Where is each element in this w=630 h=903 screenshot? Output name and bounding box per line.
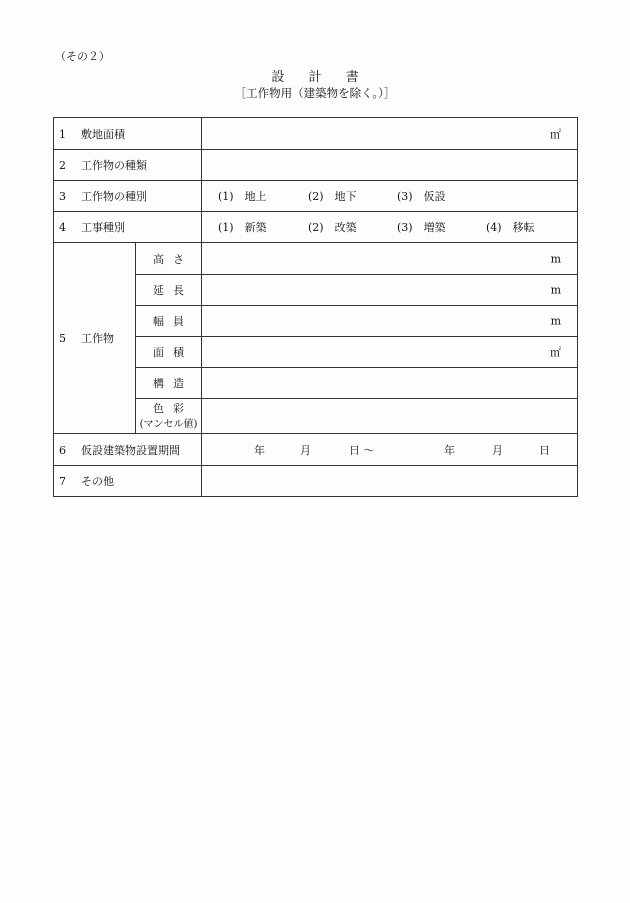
period-start-year: 年	[254, 443, 265, 457]
option-relocation[interactable]: (4) 移転	[486, 221, 535, 234]
label-work-type: 4 工事種別	[54, 212, 202, 243]
row-work-type	[54, 212, 578, 243]
row-structure-kind	[54, 150, 578, 181]
width-field[interactable]	[202, 306, 578, 337]
label-other: 7 その他	[54, 466, 202, 497]
option-new-build[interactable]: (1) 新築	[218, 221, 267, 234]
unit-sqm: ㎡	[550, 127, 561, 141]
option-above-ground[interactable]: (1) 地上	[218, 190, 267, 203]
page-label: （その２）	[55, 50, 110, 63]
document-subtitle: ［工作物用（建築物を除く。）］	[234, 86, 396, 100]
period-end-day: 日	[539, 443, 550, 457]
unit-meter: m	[550, 283, 561, 297]
document-title: 設 計 書	[271, 70, 369, 85]
period-end-year: 年	[444, 443, 455, 457]
option-rebuild[interactable]: (2) 改築	[308, 221, 357, 234]
period-start-day: 日 ～	[349, 443, 375, 457]
sublabel-color: 色彩 (マンセル値)	[136, 399, 202, 434]
design-form-table	[53, 117, 578, 497]
option-underground[interactable]: (2) 地下	[308, 190, 357, 203]
period-end-month: 月	[492, 443, 503, 457]
label-site-area: 1 敷地面積	[54, 118, 202, 150]
color-field[interactable]	[202, 399, 578, 434]
label-temporary-period: 6 仮設建築物設置期間	[54, 434, 202, 466]
work-type-options	[202, 212, 578, 243]
structure-kind-field[interactable]	[202, 150, 578, 181]
unit-meter: m	[550, 314, 561, 328]
label-structure-class: 3 工作物の種別	[54, 181, 202, 212]
label-structure-kind: 2 工作物の種類	[54, 150, 202, 181]
row-structure-class	[54, 181, 578, 212]
sublabel-height: 高さ	[136, 243, 202, 275]
option-extension[interactable]: (3) 増築	[397, 221, 446, 234]
construction-field[interactable]	[202, 368, 578, 399]
length-field[interactable]	[202, 275, 578, 306]
sublabel-length: 延長	[136, 275, 202, 306]
site-area-field[interactable]	[202, 118, 578, 150]
other-field[interactable]	[202, 466, 578, 497]
unit-meter: m	[550, 252, 561, 265]
sublabel-construction: 構造	[136, 368, 202, 399]
munsell-note: (マンセル値)	[139, 418, 198, 430]
option-temporary[interactable]: (3) 仮設	[397, 190, 446, 203]
row-site-area	[54, 118, 578, 150]
label-structure: 5 工作物	[54, 243, 136, 434]
unit-sqm: ㎡	[550, 346, 561, 359]
period-start-month: 月	[300, 443, 311, 457]
row-other	[54, 466, 578, 497]
sublabel-width: 幅員	[136, 306, 202, 337]
height-field[interactable]	[202, 243, 578, 275]
row-temporary-period	[54, 434, 578, 466]
structure-class-options	[202, 181, 578, 212]
area-field[interactable]	[202, 337, 578, 368]
temporary-period-field[interactable]	[202, 434, 578, 466]
row-height	[54, 243, 578, 275]
sublabel-area: 面積	[136, 337, 202, 368]
